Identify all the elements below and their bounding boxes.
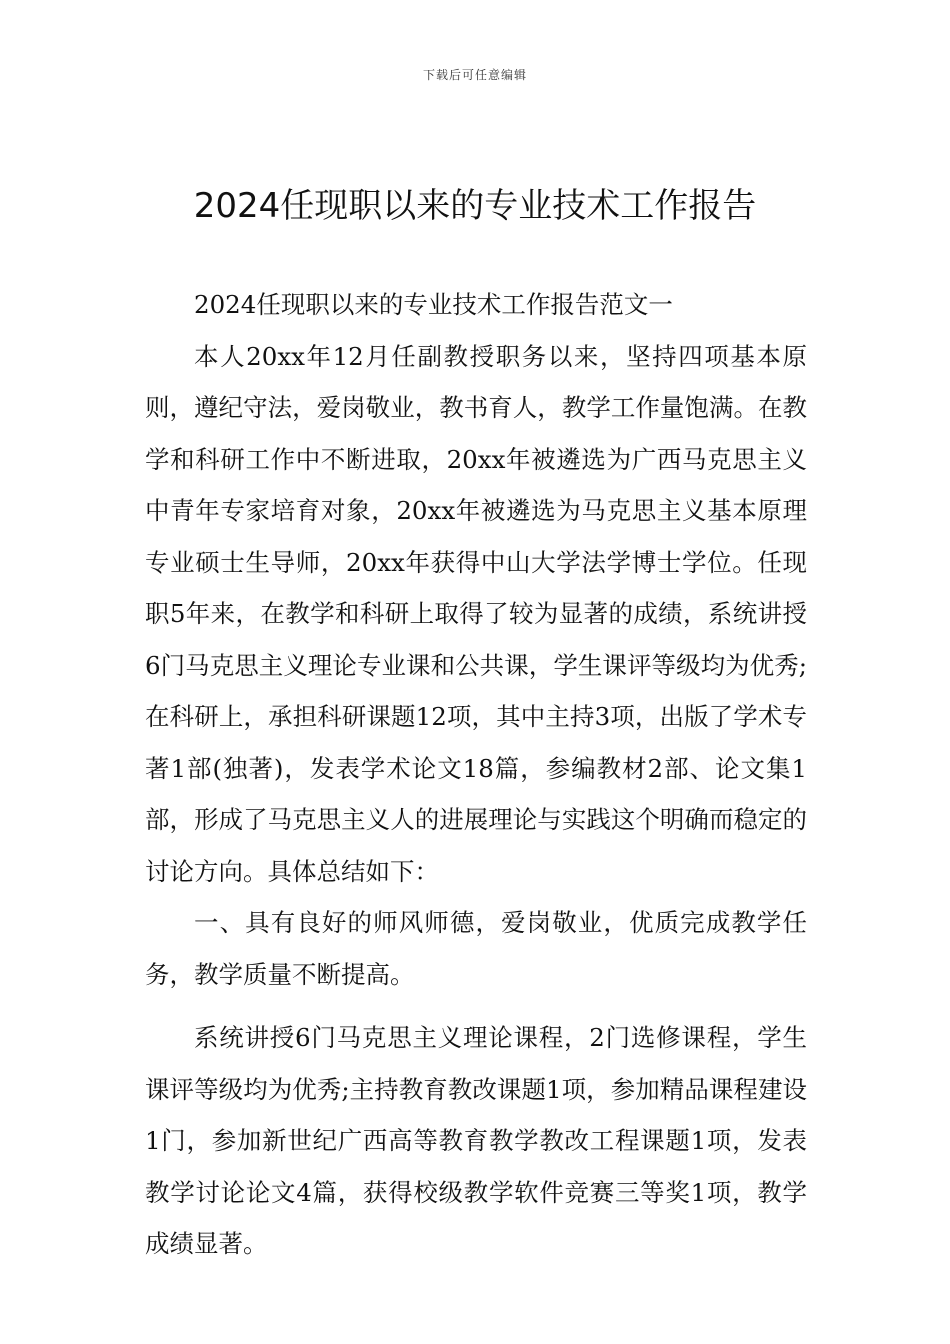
paragraph-subtitle: 2024任现职以来的专业技术工作报告范文一 [194, 290, 673, 319]
header-note: 下载后可任意编辑 [422, 68, 527, 82]
paragraph-teaching-summary: 系统讲授6门马克思主义理论课程，2门选修课程，学生课评等级均为优秀;主持教育教改课题1项，参加精品课程建设1门，参加新世纪广西高等教育教学教改工程课题1项，发表教学讨论论文4篇，获得校级教学软件竞赛三等奖1项，教学成绩显著。 [145, 1023, 807, 1258]
paragraph-section-one-heading: 一、具有良好的师风师德，爱岗敬业，优质完成教学任务，教学质量不断提高。 [145, 908, 807, 989]
document-title: 2024任现职以来的专业技术工作报告 [193, 186, 757, 226]
document-body [145, 279, 807, 1282]
paragraph-intro: 本人20xx年12月任副教授职务以来，坚持四项基本原则，遵纪守法，爱岗敬业，教书育人，教学工作量饱满。在教学和科研工作中不断进取，20xx年被遴选为广西马克思主义中青年专家培育对象，20xx年被遴选为马克思主义基本原理专业硕士生导师，20xx年获得中山大学法学博士学位。任现职5年来，在教学和科研上取得了较为显著的成绩，系统讲授6门马克思主义理论专业课和公共课，学生课评等级均为优秀;在科研上，承担科研课题12项，其中主持3项，出版了学术专著1部(独著)，发表学术论文18篇，参编教材2部、论文集1部，形成了马克思主义人的进展理论与实践这个明确而稳定的讨论方向。具体总结如下： [145, 341, 807, 886]
